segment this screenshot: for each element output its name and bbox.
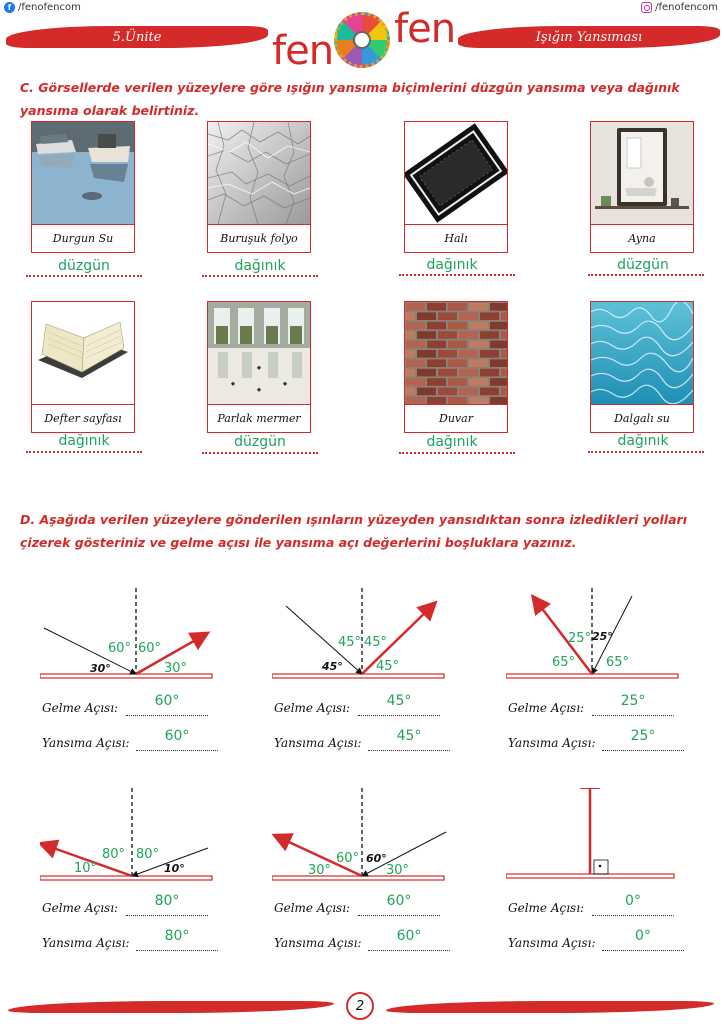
section-d-question: D. Aşağıda verilen yüzeylere gönderilen ışınların yüzeyden yansıdıktan sonra izledikleri yolları çizerek gösteriniz ve gelme açısı ile yansıma açı değerlerini boşluklara yazınız. [20, 512, 687, 550]
page-number-text: 2 [355, 998, 365, 1014]
reflection-diagram [506, 588, 686, 684]
incidence-angle-answer[interactable]: 45° [386, 693, 412, 709]
reflection-angle-blank [602, 750, 684, 751]
angle-label: 25° [568, 631, 592, 646]
reflection-angle-label: Yansıma Açısı: [508, 936, 596, 950]
angle-label: 45° [322, 660, 343, 673]
surface-card [590, 301, 694, 433]
reflection-diagram [40, 788, 220, 884]
answer-dotted-line [588, 274, 704, 276]
answer-dotted-line [588, 451, 704, 453]
incidence-angle-label: Gelme Açısı: [274, 701, 351, 715]
incidence-angle-answer[interactable]: 60° [386, 893, 412, 909]
reflection-angle-answer[interactable]: 60° [164, 728, 190, 744]
incidence-angle-blank [126, 715, 208, 716]
logo-left-word: fen [272, 28, 334, 74]
footer-banner-right [386, 1001, 714, 1013]
angle-label: 80° [102, 847, 126, 862]
reflection-angle-blank [136, 950, 218, 951]
mirror-surface [272, 674, 444, 678]
mirror-surface [506, 674, 678, 678]
reflection-angle-blank [368, 950, 450, 951]
reflection-angle-blank [136, 750, 218, 751]
angle-label: 10° [164, 862, 185, 875]
facebook-handle[interactable] [4, 2, 81, 13]
angle-label: 45° [376, 659, 400, 674]
facebook-icon: f [4, 2, 15, 13]
section-c-question: C. Görsellerde verilen yüzeylere göre ışığın yansıma biçimlerini düzgün yansıma veya dağınık yansıma olarak belirtiniz. [20, 80, 680, 118]
incidence-angle-blank [358, 715, 440, 716]
angle-label: 60° [108, 641, 132, 656]
reflection-angle-answer[interactable]: 45° [396, 728, 422, 744]
brick-wall-image [405, 302, 507, 404]
surface-card [31, 301, 135, 433]
incidence-angle-blank [592, 915, 674, 916]
angle-label: 65° [552, 655, 576, 670]
incidence-angle-answer[interactable]: 25° [620, 693, 646, 709]
answer-dotted-line [26, 275, 142, 277]
answer-dotted-line [399, 274, 515, 276]
surface-card [404, 301, 508, 433]
reflection-angle-answer[interactable]: 60° [396, 928, 422, 944]
surface-label: Dalgalı su [591, 404, 693, 432]
reflection-angle-label: Yansıma Açısı: [508, 736, 596, 750]
surface-label: Durgun Su [32, 224, 134, 252]
reflection-angle-answer[interactable]: 25° [630, 728, 656, 744]
facebook-text: /fenofencom [18, 2, 81, 13]
reflection-type-answer[interactable]: düzgün [58, 258, 110, 274]
reflection-diagram [40, 588, 220, 684]
surface-card [590, 121, 694, 253]
answer-dotted-line [202, 452, 318, 454]
right-angle-mark [594, 860, 608, 874]
unit-label: 5.Ünite [112, 29, 162, 45]
instagram-icon [641, 2, 652, 13]
page-number [346, 992, 374, 1020]
logo-right-word: fen [394, 6, 456, 52]
reflection-angle-label: Yansıma Açısı: [274, 936, 362, 950]
answer-dotted-line [26, 451, 142, 453]
incidence-angle-label: Gelme Açısı: [508, 901, 585, 915]
reflection-angle-answer[interactable]: 0° [635, 928, 651, 944]
reflection-type-answer[interactable]: dağınık [426, 257, 478, 273]
polished-marble-image [208, 302, 310, 404]
incidence-angle-blank [592, 715, 674, 716]
reflection-angle-label: Yansıma Açısı: [274, 736, 362, 750]
answer-dotted-line [399, 452, 515, 454]
incidence-angle-answer[interactable]: 0° [625, 893, 641, 909]
surface-label: Defter sayfası [32, 404, 134, 432]
mirror-surface [40, 876, 212, 880]
mirror-image [591, 122, 693, 224]
surface-card [404, 121, 508, 253]
boats-on-calm-water-image [32, 122, 134, 224]
reflection-type-answer[interactable]: dağınık [234, 258, 286, 274]
reflection-diagram [506, 788, 686, 884]
footer-banner-left [8, 1001, 334, 1013]
incidence-angle-label: Gelme Açısı: [274, 901, 351, 915]
incidence-angle-label: Gelme Açısı: [42, 701, 119, 715]
incidence-angle-blank [126, 915, 208, 916]
answer-dotted-line [202, 275, 318, 277]
reflection-angle-blank [368, 750, 450, 751]
angle-label: 30° [308, 863, 332, 878]
surface-card [207, 121, 311, 253]
reflection-diagram [272, 788, 452, 884]
instagram-handle[interactable] [641, 2, 718, 13]
open-notebook-image [32, 302, 134, 404]
crumpled-foil-image [208, 122, 310, 224]
incidence-angle-answer[interactable]: 60° [154, 693, 180, 709]
angle-label: 10° [74, 861, 98, 876]
angle-label: 30° [90, 662, 111, 675]
reflection-type-answer[interactable]: dağınık [58, 433, 110, 449]
logo-circle-icon [334, 12, 390, 68]
surface-label: Halı [405, 224, 507, 252]
topic-banner [458, 26, 720, 48]
surface-card [207, 301, 311, 433]
reflection-angle-label: Yansıma Açısı: [42, 936, 130, 950]
surface-label: Buruşuk folyo [208, 224, 310, 252]
surface-label: Duvar [405, 404, 507, 432]
reflection-type-answer[interactable]: düzgün [234, 434, 286, 450]
reflection-angle-label: Yansıma Açısı: [42, 736, 130, 750]
mirror-surface [506, 874, 674, 878]
wavy-water-image [591, 302, 693, 404]
incidence-angle-label: Gelme Açısı: [42, 901, 119, 915]
reflection-diagram [272, 588, 452, 684]
surface-card [31, 121, 135, 253]
incidence-angle-answer[interactable]: 80° [154, 893, 180, 909]
angle-label: 30° [164, 661, 188, 676]
unit-banner [6, 26, 268, 48]
reflection-angle-blank [602, 950, 684, 951]
surface-label: Ayna [591, 224, 693, 252]
angle-label: 45° [364, 635, 388, 650]
angle-label: 25° [592, 630, 613, 643]
angle-label: 60° [366, 852, 387, 865]
logo [272, 6, 462, 80]
angle-label: 60° [336, 851, 360, 866]
incidence-angle-label: Gelme Açısı: [508, 701, 585, 715]
reflection-type-answer[interactable]: dağınık [426, 434, 478, 450]
carpet-image [405, 122, 507, 224]
angle-label: 45° [338, 635, 362, 650]
incidence-angle-blank [358, 915, 440, 916]
angle-label: 60° [138, 641, 162, 656]
angle-label: 30° [386, 863, 410, 878]
mirror-surface [272, 876, 444, 880]
surface-label: Parlak mermer [208, 404, 310, 432]
instagram-text: /fenofencom [655, 2, 718, 13]
angle-label: 80° [136, 847, 160, 862]
reflection-type-answer[interactable]: dağınık [617, 433, 669, 449]
reflection-angle-answer[interactable]: 80° [164, 928, 190, 944]
reflection-type-answer[interactable]: düzgün [617, 257, 669, 273]
angle-label: 65° [606, 655, 630, 670]
topic-label: Işığın Yansıması [535, 29, 643, 45]
